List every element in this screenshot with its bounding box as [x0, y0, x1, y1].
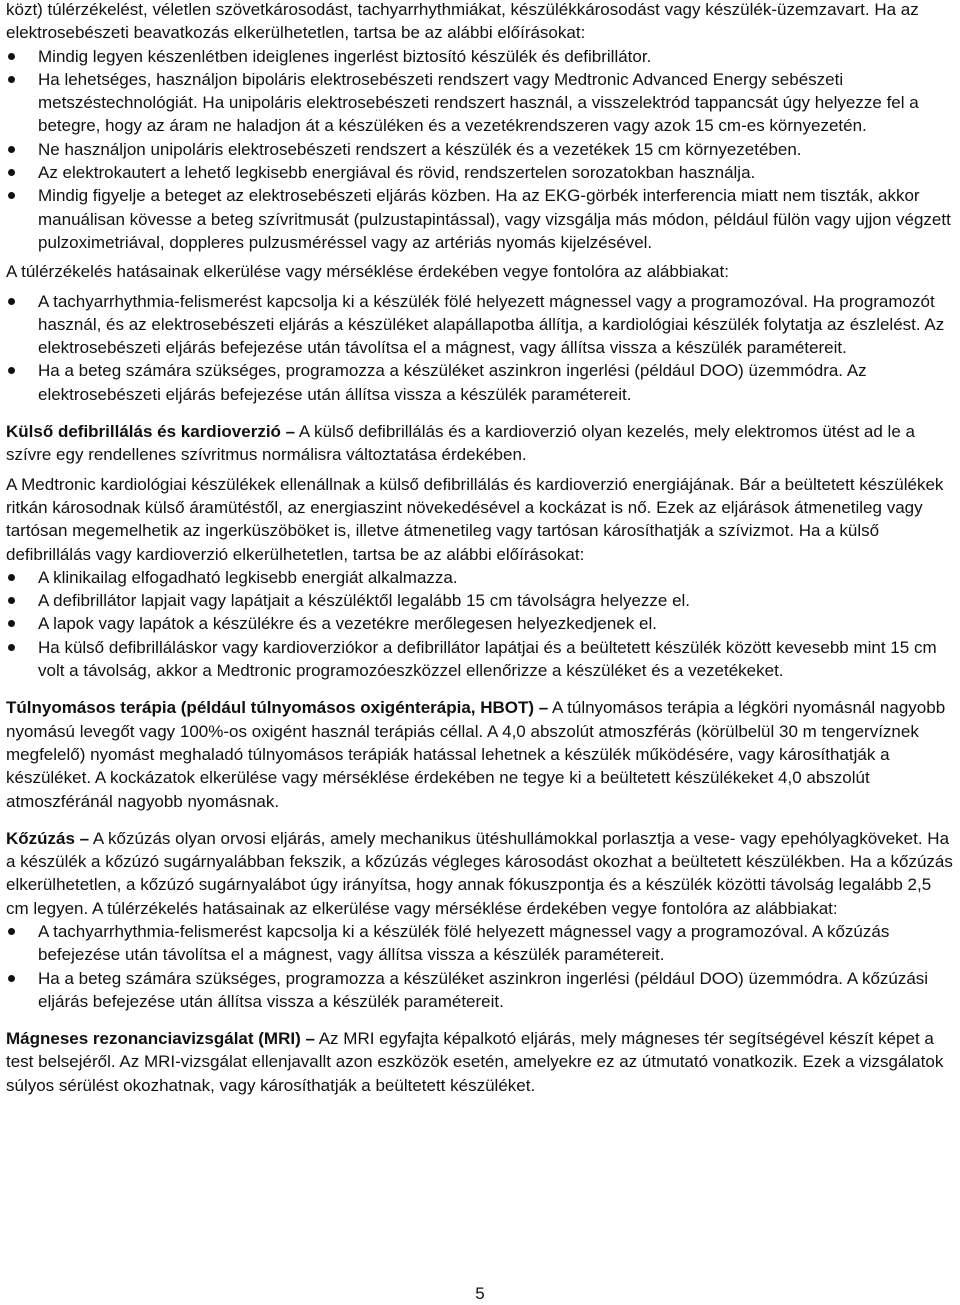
oversensing-lead-paragraph: A túlérzékelés hatásainak elkerülése vagy mérséklése érdekében vegye fontolóra az alábbiakat:	[6, 262, 729, 282]
list-item: Ne használjon unipoláris elektrosebészeti rendszert a készülék és a vezetékek 15 cm környezetében.	[6, 138, 956, 161]
intro-paragraph: közt) túlérzékelést, véletlen szövetkárosodást, tachyarrhythmiákat, készülékkárosodást vagy készülék-üzemzavart. Ha az elektrosebészeti beavatkozás elkerülhetetlen, tartsa be az alábbi előírásokat:	[6, 0, 919, 43]
bullet-icon	[8, 192, 15, 199]
list-item: A lapok vagy lapátok a készülékre és a vezetékre merőlegesen helyezkedjenek el.	[6, 612, 956, 635]
defibrillation-paragraph: A Medtronic kardiológiai készülékek ellenállnak a külső defibrillálás és kardioverzió energiájának. Bár a beültetett készülékek ritkán károsodnak külső áramütéstől, az energiaszint növekedésével a kockázat is nő. Ezek az eljárások átmenetileg vagy tartósan megemelhetik az ingerküszöböket is, illetve átmenetileg vagy tartósan károsíthatják a szívizmot. Ha a külső defibrillálás vagy kardioverzió elkerülhetetlen, tartsa be az alábbi előírásokat:	[6, 474, 944, 564]
lithotripsy-section	[6, 827, 956, 920]
bullet-icon	[8, 53, 15, 60]
bullet-icon	[8, 169, 15, 176]
section-heading: Kőzúzás –	[6, 828, 90, 848]
bullet-icon	[8, 367, 15, 374]
document-page	[6, 0, 956, 1097]
section-text: Az MRI egyfajta képalkotó eljárás, mely mágneses tér segítségével készít képet a test belsejéről. Az MRI-vizsgálat ellenjavallt azon eszközök esetén, amelyekre ez az útmutató vonatkozik. Ezek a vizsgálatok súlyos sérülést okozhatnak, vagy károsíthatják a beültetett készüléket.	[6, 1029, 944, 1095]
list-item: Ha külső defibrilláláskor vagy kardioverziókor a defibrillátor lapátjai és a beültetett készülék között kevesebb mint 15 cm volt a távolság, akkor a Medtronic programozóeszközzel ellenőrizze a készüléket és a vezetékeket.	[6, 636, 956, 683]
mri-section	[6, 1027, 956, 1097]
bullet-icon	[8, 620, 15, 627]
list-item: Mindig figyelje a beteget az elektrosebészeti eljárás közben. Ha az EKG-görbék interferencia miatt nem tiszták, akkor manuálisan kövesse a beteg szívritmusát (pulzustapintással), vagy vizsgálja más módon, például fülön vagy ujjon végzett pulzoximetriával, doppleres pulzusméréssel vagy az artériás nyomás kijelzésével.	[6, 184, 956, 254]
bullet-icon	[8, 928, 15, 935]
list-item: Ha a beteg számára szükséges, programozza a készüléket aszinkron ingerlési (például DOO) üzemmódra. A kőzúzási eljárás befejezése után állítsa vissza a készülék paramétereit.	[6, 967, 956, 1014]
bullet-icon	[8, 298, 15, 305]
oversensing-bullet-list	[6, 290, 956, 406]
section-text: A túlnyomásos terápia a légköri nyomásnál nagyobb nyomású levegőt vagy 100%-os oxigént használ terápiás céllal. A 4,0 abszolút atmoszférás (körülbelül 30 m tengervíznek megfelelő) nyomást meghaladó túlnyomásos terápiák hatással lehetnek a készülék működésére, vagy károsíthatják a készüléket. A kockázatok elkerülése vagy mérséklése érdekében ne tegye ki a beültetett készülékeket 4,0 abszolút atmoszféránál nagyobb nyomásnak.	[6, 698, 946, 811]
list-item: A tachyarrhythmia-felismerést kapcsolja ki a készülék fölé helyezett mágnessel vagy a programozóval. A kőzúzás befejezése után távolítsa el a mágnest, vagy állítsa vissza a készülék paramétereit.	[6, 920, 956, 967]
defibrillation-bullet-list	[6, 566, 956, 682]
section-text: A külső defibrillálás és a kardioverzió olyan kezelés, mely elektromos ütést ad le a szívre egy rendellenes szívritmus normálisra változtatása érdekében.	[6, 422, 915, 465]
section-text: A kőzúzás olyan orvosi eljárás, amely mechanikus ütéshullámokkal porlasztja a vese- vagy epehólyagköveket. Ha a készülék a kőzúzó sugárnyalábban fekszik, a kőzúzás végleges károsodást okozhat a beültetett készülékben. Ha a kőzúzás elkerülhetetlen, a kőzúzó sugárnyalábot úgy irányítsa, hogy annak fókuszpontja és a készülék közötti távolság legalább 2,5 cm legyen. A túlérzékelés hatásainak az elkerülése vagy mérséklése érdekében vegye fontolóra az alábbiakat:	[6, 828, 953, 918]
bullet-icon	[8, 975, 15, 982]
list-item: Ha lehetséges, használjon bipoláris elektrosebészeti rendszert vagy Medtronic Advanced Energy sebészeti metszéstechnológiát. Ha unipoláris elektrosebészeti rendszert használ, a visszelektród tappancsát úgy helyezze fel a betegre, hogy az áram ne haladjon át a készüléken és a vezetékrendszeren vagy azok 15 cm-es környezetén.	[6, 68, 956, 138]
bullet-icon	[8, 146, 15, 153]
section-heading: Mágneses rezonanciavizsgálat (MRI) –	[6, 1029, 315, 1049]
hyperbaric-section	[6, 696, 956, 812]
page-number: 5	[475, 1284, 485, 1303]
electrosurgery-bullet-list	[6, 45, 956, 255]
lithotripsy-bullet-list	[6, 920, 956, 1013]
section-heading: Külső defibrillálás és kardioverzió –	[6, 422, 296, 442]
list-item: Ha a beteg számára szükséges, programozza a készüléket aszinkron ingerlési (például DOO) üzemmódra. Az elektrosebészeti eljárás befejezése után állítsa vissza a készülék paramétereit.	[6, 359, 956, 406]
list-item: A tachyarrhythmia-felismerést kapcsolja ki a készülék fölé helyezett mágnessel vagy a programozóval. Ha programozót használ, és az elektrosebészeti eljárás a készüléket alapállapotba állítja, a kardiológiai készülék folytatja az észlelést. Az elektrosebészeti eljárás befejezése után távolítsa el a mágnest, vagy állítsa vissza a készülék paramétereit.	[6, 290, 956, 360]
bullet-icon	[8, 76, 15, 83]
list-item: Mindig legyen készenlétben ideiglenes ingerlést biztosító készülék és defibrillátor.	[6, 45, 956, 68]
section-heading: Túlnyomásos terápia (például túlnyomásos oxigénterápia, HBOT) –	[6, 698, 549, 718]
list-item: Az elektrokautert a lehető legkisebb energiával és rövid, rendszertelen sorozatokban használja.	[6, 161, 956, 184]
bullet-icon	[8, 644, 15, 651]
defibrillation-section	[6, 420, 956, 467]
list-item: A klinikailag elfogadható legkisebb energiát alkalmazza.	[6, 566, 956, 589]
bullet-icon	[8, 574, 15, 581]
list-item: A defibrillátor lapjait vagy lapátjait a készüléktől legalább 15 cm távolságra helyezze el.	[6, 589, 956, 612]
bullet-icon	[8, 597, 15, 604]
